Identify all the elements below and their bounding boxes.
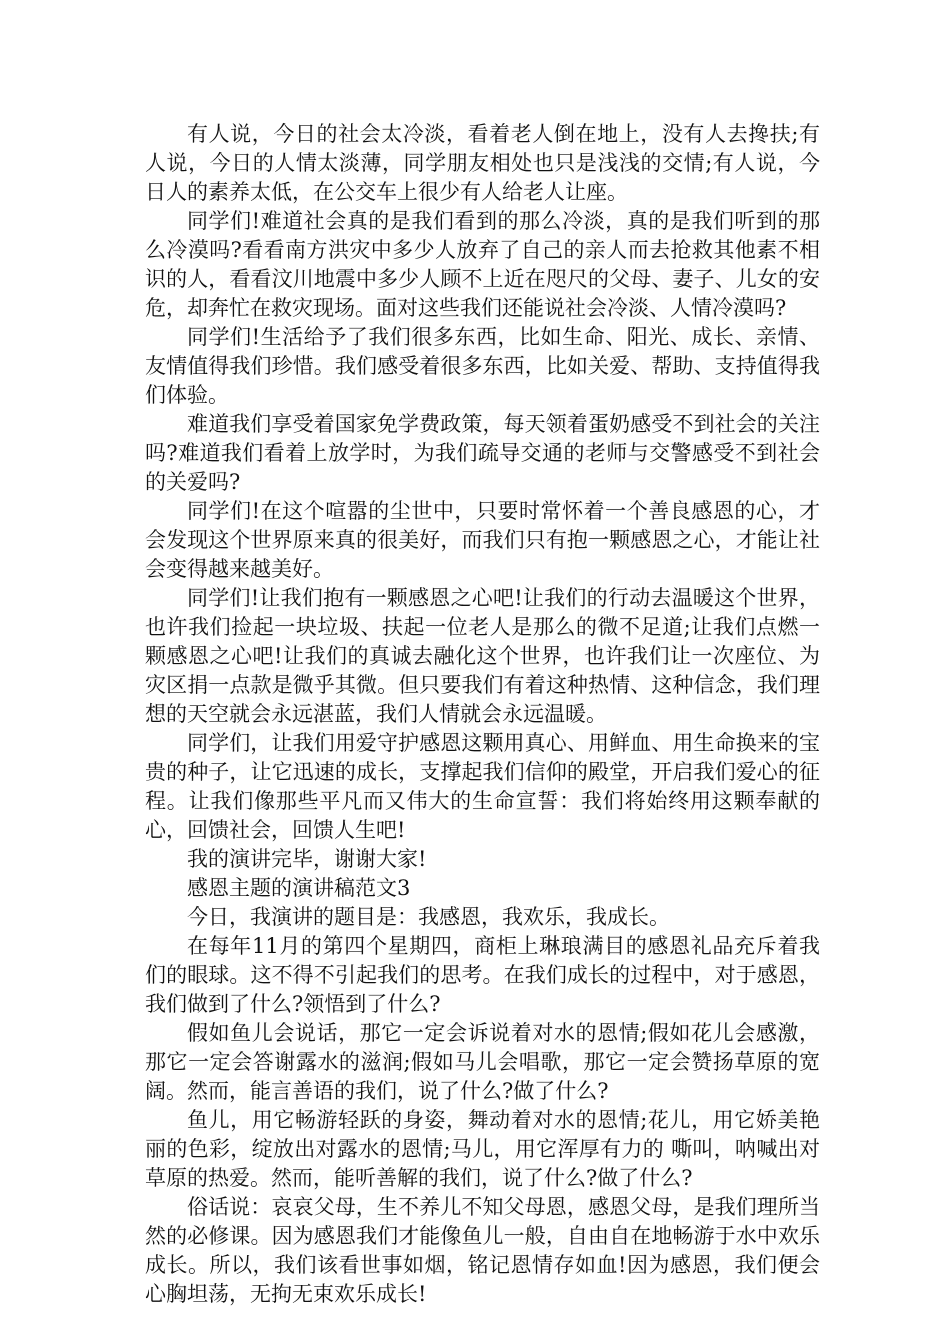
- speech-text-body: [145, 120, 820, 1309]
- paragraph-6: 同学们!让我们抱有一颗感恩之心吧!让我们的行动去温暖这个世界，也许我们捡起一块垃圾、扶起一位老人是那么的微不足道;让我们点燃一颗感恩之心吧!让我们的真诚去融化这个世界，也许我们让一次座位、为灾区捐一点款是微乎其微。但只要我们有着这种热情、这种信念，我们理想的天空就会永远湛蓝，我们人情就会永远温暖。: [145, 586, 820, 726]
- paragraph-2: 同学们!难道社会真的是我们看到的那么冷淡，真的是我们听到的那么冷漠吗?看看南方洪灾中多少人放弃了自己的亲人而去抢救其他素不相识的人，看看汶川地震中多少人顾不上近在咫尺的父母、妻子、儿女的安危，却奔忙在救灾现场。面对这些我们还能说社会冷淡、人情冷漠吗?: [145, 209, 820, 320]
- paragraph-3: 同学们!生活给予了我们很多东西，比如生命、阳光、成长、亲情、友情值得我们珍惜。我们感受着很多东西，比如关爱、帮助、支持值得我们体验。: [145, 325, 820, 407]
- closing-line: 我的演讲完毕，谢谢大家!: [187, 847, 427, 871]
- speech-topic: 今日，我演讲的题目是：我感恩，我欢乐，我成长。: [187, 905, 670, 929]
- paragraph-4: 难道我们享受着国家免学费政策，每天领着蛋奶感受不到社会的关注吗?难道我们看着上放学时，为我们疏导交通的老师与交警感受不到社会的关爱吗?: [145, 412, 820, 494]
- paragraph-11: 在每年11月的第四个星期四，商柜上琳琅满目的感恩礼品充斥着我们的眼球。这不得不引起我们的思考。在我们成长的过程中，对于感恩，我们做到了什么?领悟到了什么?: [145, 934, 820, 1016]
- paragraph-12: 假如鱼儿会说话，那它一定会诉说着对水的恩情;假如花儿会感激，那它一定会答谢露水的滋润;假如马儿会唱歌，那它一定会赞扬草原的宽阔。然而，能言善语的我们，说了什么?做了什么?: [145, 1021, 820, 1103]
- paragraph-7: 同学们，让我们用爱守护感恩这颗用真心、用鲜血、用生命换来的宝贵的种子，让它迅速的成长，支撑起我们信仰的殿堂，开启我们爱心的征程。让我们像那些平凡而又伟大的生命宣誓：我们将始终用这颗奉献的心，回馈社会，回馈人生吧!: [145, 731, 820, 842]
- paragraph-1: 有人说，今日的社会太冷淡，看着老人倒在地上，没有人去搀扶;有人说，今日的人情太淡薄，同学朋友相处也只是浅浅的交情;有人说，今日人的素养太低，在公交车上很少有人给老人让座。: [145, 122, 820, 204]
- section-title: 感恩主题的演讲稿范文3: [187, 876, 411, 900]
- paragraph-5: 同学们!在这个喧嚣的尘世中，只要时常怀着一个善良感恩的心，才会发现这个世界原来真的很美好，而我们只有抱一颗感恩之心，才能让社会变得越来越美好。: [145, 499, 820, 581]
- paragraph-13: 鱼儿，用它畅游轻跃的身姿，舞动着对水的恩情;花儿，用它娇美艳丽的色彩，绽放出对露水的恩情;马儿，用它浑厚有力的 嘶叫，呐喊出对草原的热爱。然而，能听善解的我们，说了什么?做了什么?: [145, 1108, 820, 1190]
- paragraph-14: 俗话说：哀哀父母，生不养儿不知父母恩，感恩父母，是我们理所当然的必修课。因为感恩我们才能像鱼儿一般，自由自在地畅游于水中欢乐成长。所以，我们该看世事如烟，铭记恩情存如血!因为感恩，我们便会心胸坦荡，无拘无束欢乐成长!: [145, 1195, 820, 1306]
